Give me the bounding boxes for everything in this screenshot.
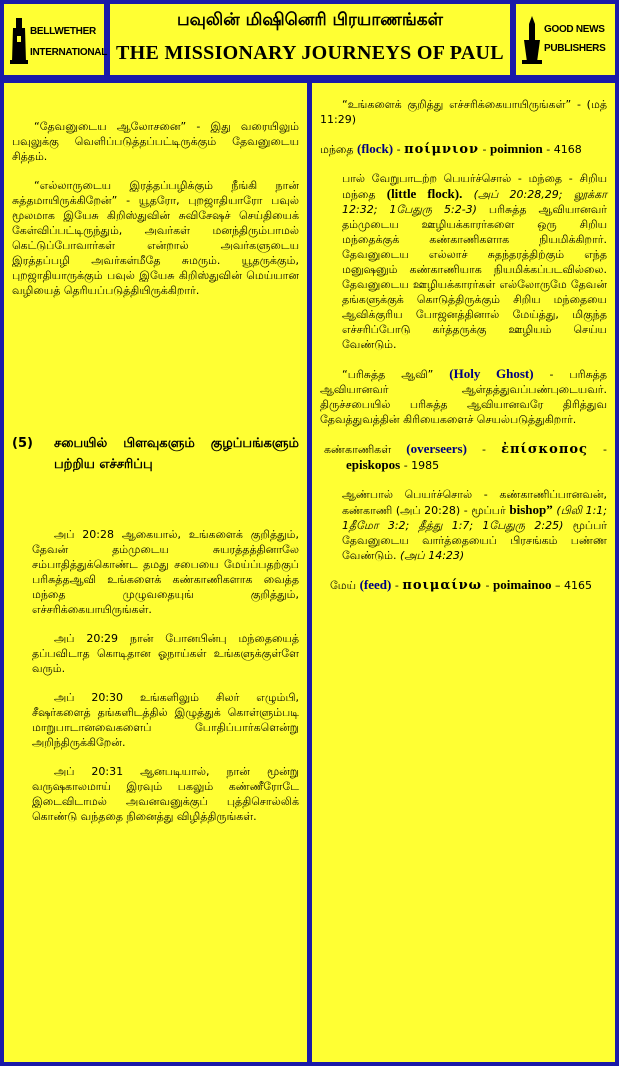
overseers-entry: கண்காணிகள் (overseers) - ἐπίσκοπος - episkopos - 1985 [324,441,608,472]
lamp-icon [522,16,542,64]
logo-right-line2: PUBLISHERS [544,43,606,54]
verse-acts-20-31: அப் 20:31 ஆனபடியால், நான் மூன்று வருஷகாலமாய் இரவும் பகலும் கண்ணீரோடே இடைவிடாமல் அவனவனுக்குப் புத்திசொல்லிக் கொண்டு வந்ததை நினைத்து விழித்திருங்கள். [32,765,299,823]
bell-tower-icon [10,18,28,64]
section-title: சபையில் பிளவுகளும் குழப்பங்களும் பற்றிய எச்சரிப்பு [54,436,299,472]
flock-entry: மந்தை (flock) - ποίμνιον - poimnion - 4168 [320,141,582,157]
verse-acts-20-29: அப் 20:29 நான் போனபின்பு மந்தையைத் தப்பவிடாத கொடிதான ஓநாய்கள் உங்களுக்குள்ளே வரும். [32,632,299,675]
right-column [312,83,615,1062]
logo-right-line1: GOOD NEWS [544,24,605,35]
left-column [4,83,307,1062]
page-title-tamil: பவுலின் மிஷினெரி பிரயாணங்கள் [177,10,443,30]
overseers-definition: ஆண்பால் பெயர்ச்சொல் - கண்காணிப்பானவன், கண்காணி (அப் 20:28) - மூப்பர் bishop” (பிலி 1:1; 1தீமோ 3:2; தீத்து 1:7; 1பேதுரு 2:25) மூப்பர் தேவனுடைய வார்த்தையைப் பிரசங்கம் பண்ண வேண்டும். (அப் 14:23) [342,488,608,562]
blood-note: “எல்லாருடைய இரத்தப்பழிக்கும் நீங்கி நான் சுத்தமாயிருக்கிறேன்” - யூதரோ, புறஜாதியாரோ பவுல் மூலமாக இயேசு கிறிஸ்துவின் சுவிசேஷச் செய்தியைக் கேள்விப்பட்டிருந்தும், அவர்கள் மனந்திரும்பாமல் கெட்டுப்போவார்கள் என்றால் அவர்களுடைய இரத்தப்பழி அவர்கள்மீதே சுமரும். யூதருக்கும், புறஜாதியாருக்கும் பவுல் இயேசு கிறிஸ்துவின் மெய்யான வழியைத் தெரியப்படுத்தியிருக்கிறார். [12,179,299,297]
section-number: (5) [12,436,33,451]
logo-left-line1: BELLWETHER [30,26,96,37]
flock-definition: பால் வேறுபாடற்ற பெயர்ச்சொல் - மந்தை - சிறிய மந்தை (little flock). (அப் 20:28,29; லூக்கா 12:32; 1பேதுரு 5:2-3) பரிசுத்த ஆவியானவர் தம்முடைய ஊழியக்காரர்களை ஒரு சிறிய மந்தைக்குக் கண்காணிகளாக நியமிக்கிறார். தேவனுடைய எல்லாச் சுதந்தரத்திற்கும் எந்த மனுஷனும் கண்காணியாக நியமிக்கப்படவில்லை. தேவனுடைய ஊழியக்காரர்கள் எல்லோருமே தேவன் தங்களுக்குக் கொடுத்திருக்கும் சிறிய மந்தையை ஆவிக்குரிய போஜனத்தினால் மேய்த்து, மிகுந்த எச்சரிப்போடு கர்த்தருக்கு ஊழியம் செய்ய வேண்டும். [342,172,607,351]
section-heading [12,433,299,475]
warning-quote: “உங்களைக் குறித்து எச்சரிக்கையாயிருங்கள்” - (மத் 11:29) [320,98,607,126]
bellwether-logo [4,4,108,75]
holy-ghost-entry: “பரிசுத்த ஆவி” (Holy Ghost) - பரிசுத்த ஆவியானவர் ஆள்தத்துவப்பண்புடையவர். திருச்சபையில் பரிசுத்த ஆவியானவரே திரித்துவ தேவத்துவத்தின் கிரியைகளைச் செயல்படுத்துகிறார். [320,366,607,426]
page-header [110,4,510,75]
counsel-note: “தேவனுடைய ஆலோசனை” - இது வரையிலும் பவுலுக்கு வெளிப்படுத்தப்பட்டிருக்கும் தேவனுடைய சித்தம். [12,120,299,163]
verse-acts-20-28: அப் 20:28 ஆகையால், உங்களைக் குறித்தும், தேவன் தம்முடைய சுயரத்தத்தினாலே சம்பாதித்துக்கொண்ட தமது சபையை மேய்ப்பதற்குப் பரிசுத்தஆவி உங்களைக் கண்காணிகளாக வைத்த மந்தை முழுவதையுங் குறித்தும், எச்சரிக்கையாயிருங்கள். [32,528,299,616]
feed-entry: மேய் (feed) - ποιμαίνω - poimainoo – 4165 [330,577,592,593]
good-news-logo [516,4,615,75]
verse-acts-20-30: அப் 20:30 உங்களிலும் சிலர் எழும்பி, சீஷர்களைத் தங்களிடத்தில் இழுத்துக் கொள்ளும்படி மாறுபாடானவைகளைப் போதிப்பார்களென்று அறிந்திருக்கிறேன். [32,691,299,749]
page-title-english: THE MISSIONARY JOURNEYS OF PAUL [116,42,504,64]
logo-left-line2: INTERNATIONAL [30,47,108,58]
